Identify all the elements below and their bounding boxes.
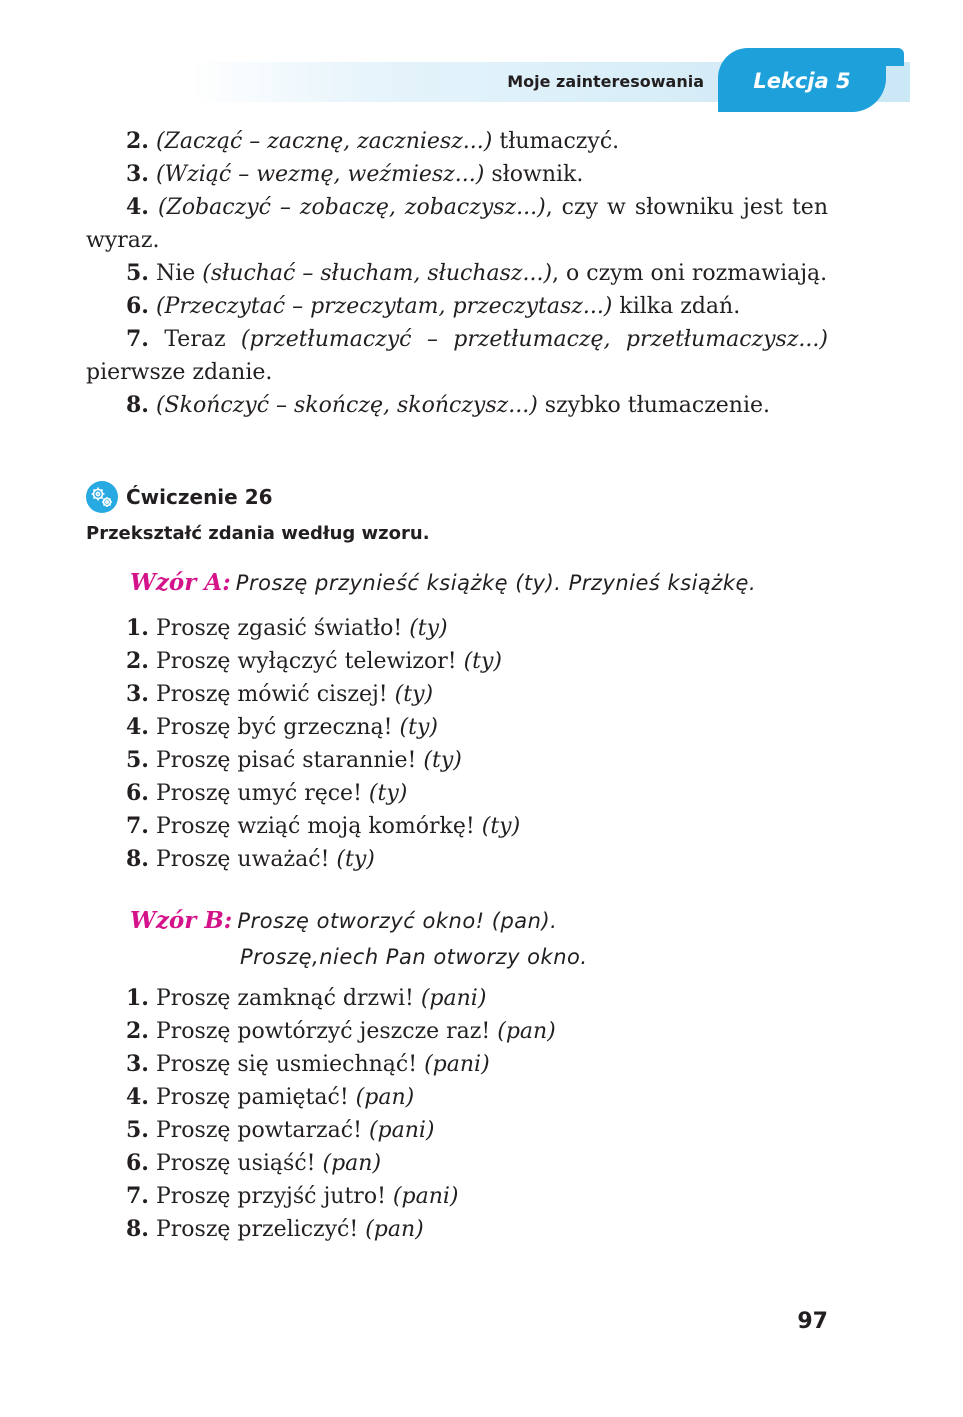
list-b <box>126 982 556 1246</box>
list-item: 4. Proszę pamiętać! (pan) <box>126 1084 415 1110</box>
pattern-b-example-line1: Proszę otworzyć okno! (pan). <box>237 909 558 933</box>
list-item: 1. Proszę zamknąć drzwi! (pani) <box>126 985 487 1011</box>
pattern-b-example-line2: Proszę,niech Pan otworzy okno. <box>240 945 588 969</box>
exercise-title: Ćwiczenie 26 <box>126 485 273 509</box>
list-item: 6. Proszę usiąść! (pan) <box>126 1150 382 1176</box>
lesson-label: Lekcja 5 <box>753 69 851 93</box>
exercise-heading <box>86 480 273 514</box>
list-a <box>126 612 520 876</box>
pattern-b-line2 <box>240 940 588 976</box>
prev-item: 3. (Wziąć – wezmę, weźmiesz...) słownik. <box>126 161 584 187</box>
list-item: 7. Proszę przyjść jutro! (pani) <box>126 1183 459 1209</box>
list-item: 8. Proszę przeliczyć! (pan) <box>126 1216 424 1242</box>
list-item: 3. Proszę się usmiechnąć! (pani) <box>126 1051 490 1077</box>
section-title: Moje zainteresowania <box>507 72 704 91</box>
pattern-a-example: Proszę przynieść książkę (ty). Przynieś książkę. <box>235 571 757 595</box>
gears-icon <box>86 481 118 513</box>
exercise-instruction: Przekształć zdania według wzoru. <box>86 523 430 544</box>
prev-item: 2. (Zacząć – zacznę, zaczniesz...) tłumaczyć. <box>126 128 620 154</box>
pattern-a-label: Wzór A: <box>130 569 231 596</box>
prev-item: 5. Nie (słuchać – słucham, słuchasz...), o czym oni rozmawiają. <box>126 260 828 286</box>
pattern-b <box>130 904 557 940</box>
list-item: 2. Proszę wyłączyć telewizor! (ty) <box>126 648 503 674</box>
list-item: 6. Proszę umyć ręce! (ty) <box>126 780 408 806</box>
list-item: 8. Proszę uważać! (ty) <box>126 846 375 872</box>
list-item: 4. Proszę być grzeczną! (ty) <box>126 714 438 740</box>
list-item: 2. Proszę powtórzyć jeszcze raz! (pan) <box>126 1018 556 1044</box>
list-item: 7. Proszę wziąć moją komórkę! (ty) <box>126 813 521 839</box>
list-item: 1. Proszę zgasić światło! (ty) <box>126 615 448 641</box>
list-item: 3. Proszę mówić ciszej! (ty) <box>126 681 434 707</box>
list-item: 5. Proszę pisać starannie! (ty) <box>126 747 462 773</box>
previous-exercise-items <box>86 125 828 422</box>
prev-item: 4. (Zobaczyć – zobaczę, zobaczysz...), czy w słowniku jest ten wyraz. <box>86 194 828 253</box>
prev-item: 8. (Skończyć – skończę, skończysz...) szybko tłumaczenie. <box>126 392 771 418</box>
prev-item: 7. Teraz (przetłumaczyć – przetłumaczę, przetłumaczysz...) pierwsze zdanie. <box>86 326 828 385</box>
pattern-a <box>130 566 756 602</box>
list-item: 5. Proszę powtarzać! (pani) <box>126 1117 435 1143</box>
page-number: 97 <box>797 1309 828 1334</box>
prev-item: 6. (Przeczytać – przeczytam, przeczytasz...) kilka zdań. <box>126 293 741 319</box>
pattern-b-label: Wzór B: <box>130 907 233 934</box>
